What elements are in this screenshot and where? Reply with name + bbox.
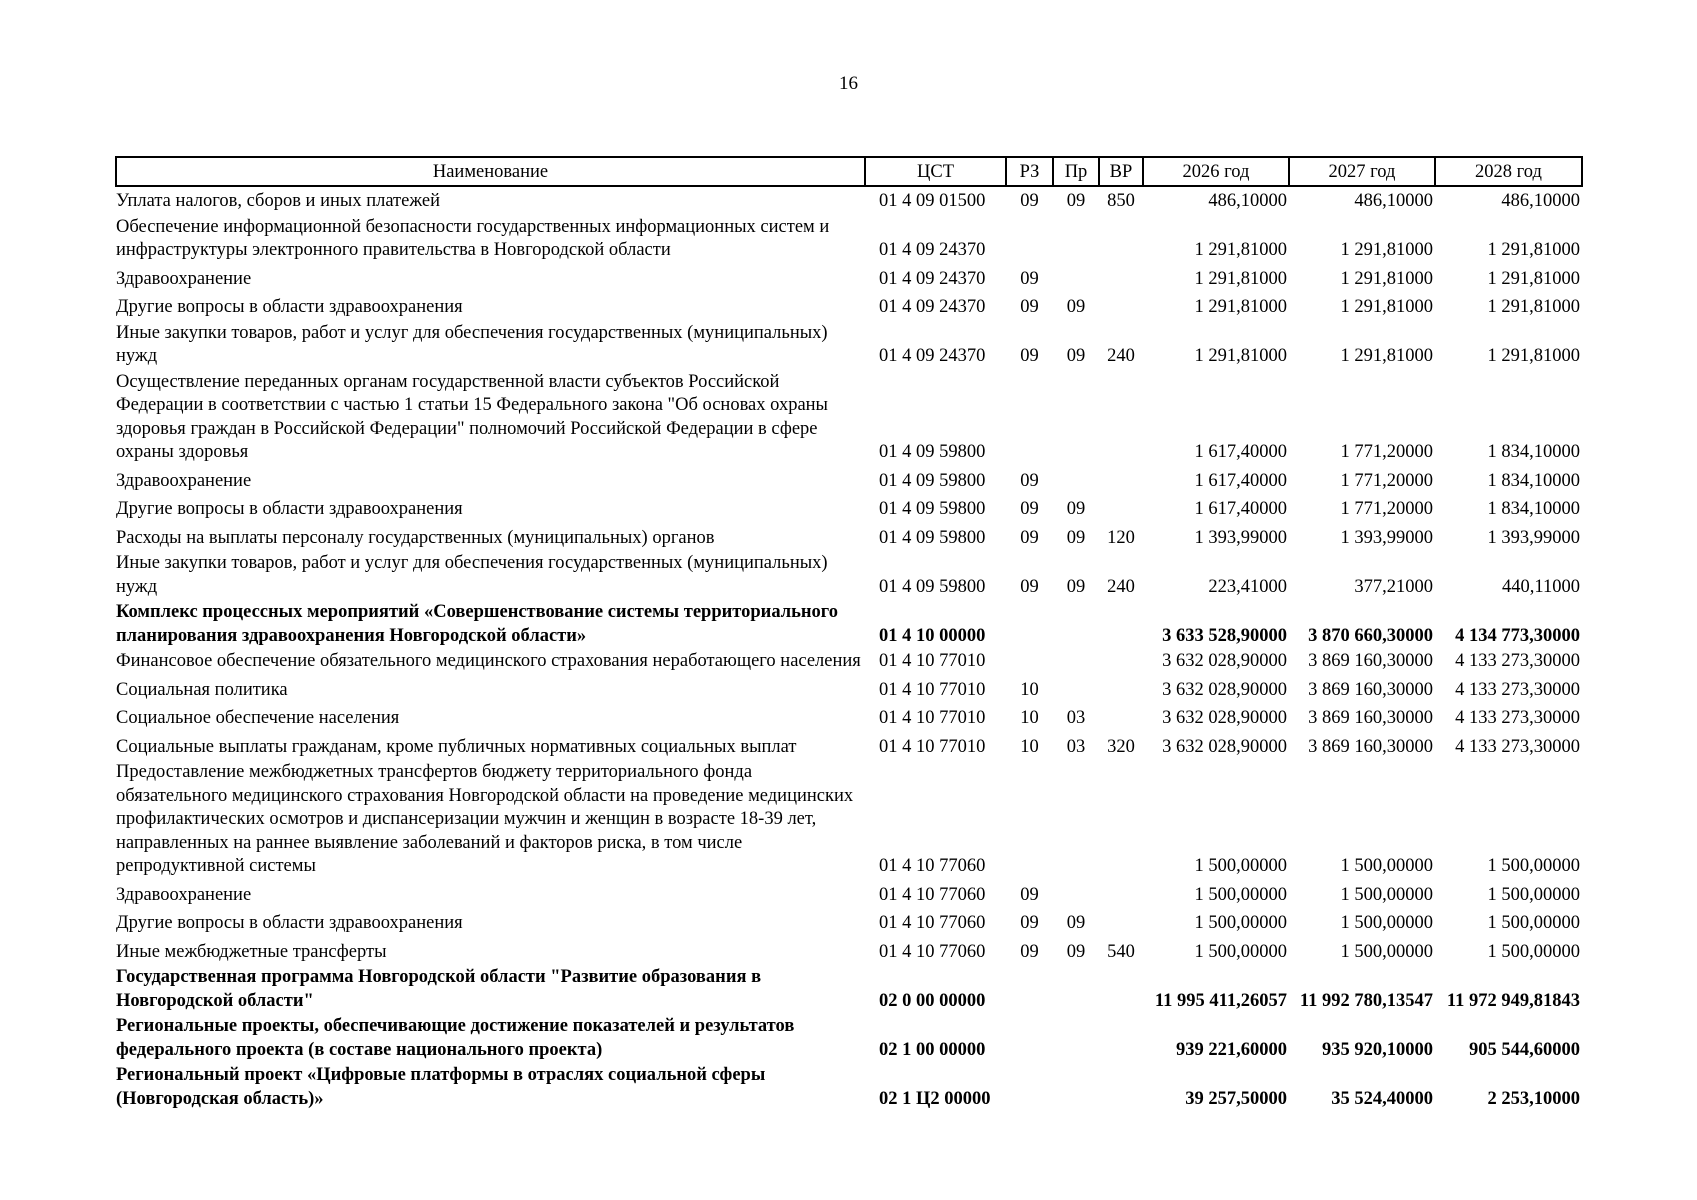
cell-2027: 1 771,20000 — [1340, 442, 1433, 462]
cell-name: Иные межбюджетные трансферты — [116, 941, 387, 962]
cell-pr — [1053, 601, 1099, 650]
cell-vr: 120 — [1107, 527, 1135, 548]
header-name: Наименование — [116, 157, 865, 186]
cell-2028: 1 291,81000 — [1487, 346, 1580, 366]
page-number: 16 — [839, 73, 858, 94]
table-row — [116, 552, 1582, 601]
cell-name: Иные закупки товаров, работ и услуг для обеспечения государственных (муниципальных) нужд — [116, 322, 828, 366]
cell-2027: 1 393,99000 — [1340, 527, 1433, 548]
cell-cst: 01 4 09 59800 — [879, 576, 986, 597]
table-row — [116, 467, 1582, 496]
cell-2027: 3 869 160,30000 — [1308, 708, 1433, 728]
cell-name: Здравоохранение — [116, 884, 252, 905]
cell-2026: 1 500,00000 — [1194, 856, 1287, 876]
table-row — [116, 909, 1582, 938]
cell-cst: 02 1 Ц2 00000 — [879, 1088, 991, 1109]
cell-pr: 09 — [1066, 297, 1086, 317]
cell-pr: 09 — [1066, 527, 1086, 548]
cell-cst: 01 4 10 77060 — [879, 913, 986, 933]
cell-2027: 3 869 160,30000 — [1308, 679, 1433, 700]
cell-2027: 1 500,00000 — [1340, 941, 1433, 962]
cell-vr: 240 — [1107, 346, 1135, 366]
cell-2027: 486,10000 — [1354, 191, 1433, 211]
cell-name: Другие вопросы в области здравоохранения — [116, 297, 463, 317]
cell-2027: 1 771,20000 — [1340, 499, 1433, 519]
table-row — [116, 186, 1582, 216]
table-row — [116, 733, 1582, 762]
cell-2027: 1 291,81000 — [1340, 346, 1433, 366]
cell-rz: 09 — [1020, 346, 1039, 366]
cell-cst: 01 4 09 59800 — [879, 442, 986, 462]
cell-cst: 01 4 09 24370 — [879, 240, 986, 260]
cell-vr — [1099, 265, 1143, 294]
cell-rz: 09 — [1020, 913, 1039, 933]
cell-vr — [1099, 216, 1143, 265]
cell-cst: 01 4 09 24370 — [879, 346, 986, 366]
cell-pr — [1053, 371, 1099, 467]
cell-2028: 905 544,60000 — [1469, 1039, 1580, 1060]
cell-rz — [1006, 1064, 1053, 1113]
cell-2027: 1 291,81000 — [1340, 268, 1433, 289]
cell-cst: 01 4 09 01500 — [879, 191, 986, 211]
cell-name: Уплата налогов, сборов и иных платежей — [116, 191, 441, 211]
cell-2026: 1 500,00000 — [1194, 884, 1287, 905]
cell-vr: 320 — [1107, 736, 1135, 757]
cell-vr — [1099, 495, 1143, 524]
cell-2027: 35 524,40000 — [1331, 1088, 1433, 1109]
cell-2026: 1 617,40000 — [1194, 470, 1287, 491]
cell-2026: 1 500,00000 — [1194, 941, 1287, 962]
cell-pr — [1053, 467, 1099, 496]
cell-vr — [1099, 881, 1143, 910]
cell-rz: 09 — [1020, 268, 1039, 289]
table-header-row — [116, 157, 1582, 186]
cell-name: Комплекс процессных мероприятий «Совершенствование системы территориального планирования здравоохранения Новгородской области» — [116, 602, 838, 646]
cell-pr — [1053, 966, 1099, 1015]
cell-2028: 4 133 273,30000 — [1455, 708, 1580, 728]
cell-2027: 1 500,00000 — [1340, 856, 1433, 876]
cell-2026: 1 617,40000 — [1194, 442, 1287, 462]
cell-rz — [1006, 216, 1053, 265]
cell-2026: 1 291,81000 — [1194, 240, 1287, 260]
cell-vr — [1099, 909, 1143, 938]
cell-pr: 09 — [1066, 941, 1086, 962]
cell-2028: 1 834,10000 — [1487, 470, 1580, 491]
table-row — [116, 650, 1582, 676]
cell-rz: 10 — [1020, 679, 1039, 700]
cell-2026: 3 632 028,90000 — [1162, 708, 1287, 728]
table-row — [116, 704, 1582, 733]
cell-pr — [1053, 216, 1099, 265]
table-row — [116, 371, 1582, 467]
cell-vr — [1099, 371, 1143, 467]
cell-rz: 09 — [1020, 941, 1039, 962]
cell-2026: 1 617,40000 — [1194, 499, 1287, 519]
cell-2028: 1 291,81000 — [1487, 240, 1580, 260]
cell-2028: 1 500,00000 — [1487, 941, 1580, 962]
cell-pr: 03 — [1066, 736, 1086, 757]
cell-vr — [1099, 601, 1143, 650]
cell-name: Социальные выплаты гражданам, кроме публичных нормативных социальных выплат — [116, 736, 797, 757]
cell-2028: 1 834,10000 — [1487, 442, 1580, 462]
cell-2026: 1 291,81000 — [1194, 268, 1287, 289]
cell-rz — [1006, 371, 1053, 467]
cell-pr — [1053, 1015, 1099, 1064]
cell-rz: 09 — [1020, 884, 1039, 905]
cell-rz: 09 — [1020, 297, 1039, 317]
cell-rz — [1006, 966, 1053, 1015]
cell-vr — [1099, 1015, 1143, 1064]
cell-name: Государственная программа Новгородской области "Развитие образования в Новгородской области" — [116, 967, 762, 1011]
cell-2027: 1 291,81000 — [1340, 240, 1433, 260]
cell-pr: 03 — [1066, 708, 1086, 728]
cell-name: Иные закупки товаров, работ и услуг для обеспечения государственных (муниципальных) нужд — [116, 553, 828, 597]
cell-name: Здравоохранение — [116, 268, 252, 289]
cell-rz: 09 — [1020, 470, 1039, 491]
cell-2027: 377,21000 — [1354, 576, 1433, 597]
cell-2026: 1 291,81000 — [1194, 346, 1287, 366]
table-row — [116, 966, 1582, 1015]
cell-vr — [1099, 761, 1143, 881]
cell-pr — [1053, 761, 1099, 881]
header-2028: 2028 год — [1435, 157, 1582, 186]
cell-name: Здравоохранение — [116, 470, 252, 491]
cell-2027: 1 500,00000 — [1340, 884, 1433, 905]
cell-2028: 4 133 273,30000 — [1455, 736, 1580, 757]
cell-rz: 09 — [1020, 576, 1039, 597]
cell-2028: 1 834,10000 — [1487, 499, 1580, 519]
table-row — [116, 293, 1582, 322]
cell-2028: 2 253,10000 — [1487, 1088, 1580, 1109]
cell-name: Осуществление переданных органам государственной власти субъектов Российской Федерации в соответствии с частью 1 статьи 15 Федерального закона "Об основах охраны здоровья граждан в Российской Федерации" полномочий Российской Федерации в сфере охраны здоровья — [116, 371, 828, 462]
cell-cst: 01 4 09 59800 — [879, 470, 986, 491]
cell-2027: 11 992 780,13547 — [1299, 990, 1433, 1011]
cell-2026: 3 633 528,90000 — [1162, 625, 1287, 646]
cell-vr: 240 — [1107, 576, 1135, 597]
cell-pr — [1053, 1064, 1099, 1113]
cell-pr — [1053, 265, 1099, 294]
cell-rz — [1006, 761, 1053, 881]
cell-name: Расходы на выплаты персоналу государственных (муниципальных) органов — [116, 527, 715, 548]
header-2026: 2026 год — [1143, 157, 1289, 186]
table-row — [116, 265, 1582, 294]
cell-name: Региональный проект «Цифровые платформы в отраслях социальной сферы (Новгородская область)» — [116, 1065, 766, 1109]
cell-pr: 09 — [1066, 499, 1086, 519]
cell-rz — [1006, 1015, 1053, 1064]
cell-2028: 1 500,00000 — [1487, 913, 1580, 933]
cell-2027: 1 500,00000 — [1340, 913, 1433, 933]
table-row — [116, 524, 1582, 553]
cell-pr — [1053, 676, 1099, 705]
cell-2027: 935 920,10000 — [1322, 1039, 1433, 1060]
cell-cst: 01 4 09 24370 — [879, 268, 986, 289]
cell-vr: 540 — [1107, 941, 1135, 962]
cell-vr — [1099, 966, 1143, 1015]
table-row — [116, 761, 1582, 881]
cell-2026: 3 632 028,90000 — [1162, 679, 1287, 700]
cell-vr — [1099, 676, 1143, 705]
cell-rz: 10 — [1020, 708, 1039, 728]
table-row — [116, 1064, 1582, 1113]
cell-name: Финансовое обеспечение обязательного медицинского страхования неработающего населения — [116, 651, 861, 671]
header-cst: ЦСТ — [865, 157, 1006, 186]
table-row — [116, 881, 1582, 910]
cell-cst: 01 4 10 77060 — [879, 941, 986, 962]
cell-cst: 02 0 00 00000 — [879, 990, 986, 1011]
table-row — [116, 601, 1582, 650]
cell-2028: 4 134 773,30000 — [1455, 625, 1580, 646]
cell-name: Обеспечение информационной безопасности государственных информационных систем и инфраструктуры электронного правительства в Новгородской области — [116, 216, 830, 260]
cell-2028: 1 291,81000 — [1487, 268, 1580, 289]
cell-2028: 1 500,00000 — [1487, 884, 1580, 905]
cell-2027: 1 771,20000 — [1340, 470, 1433, 491]
cell-2028: 11 972 949,81843 — [1446, 990, 1580, 1011]
cell-cst: 01 4 09 24370 — [879, 297, 986, 317]
cell-2028: 486,10000 — [1501, 191, 1580, 211]
cell-2027: 3 869 160,30000 — [1308, 736, 1433, 757]
table-row — [116, 1015, 1582, 1064]
header-pr: Пр — [1053, 157, 1099, 186]
cell-name: Социальная политика — [116, 679, 288, 700]
cell-rz: 09 — [1020, 499, 1039, 519]
cell-pr: 09 — [1066, 913, 1086, 933]
cell-rz: 09 — [1020, 527, 1039, 548]
cell-vr — [1099, 467, 1143, 496]
cell-vr — [1099, 704, 1143, 733]
cell-2026: 39 257,50000 — [1185, 1088, 1287, 1109]
cell-2026: 1 393,99000 — [1194, 527, 1287, 548]
cell-cst: 01 4 10 77010 — [879, 651, 986, 671]
table-row — [116, 676, 1582, 705]
cell-cst: 01 4 10 77060 — [879, 856, 986, 876]
cell-name: Предоставление межбюджетных трансфертов бюджету территориального фонда обязательного медицинского страхования Новгородской области на проведение медицинских профилактических осмотров и диспансеризации мужчин и женщин в возрасте 18-39 лет, направленных на раннее выявление заболеваний и факторов риска, в том числе репродуктивной системы — [116, 762, 854, 876]
header-rz: РЗ — [1006, 157, 1053, 186]
header-vr: ВР — [1099, 157, 1143, 186]
cell-pr — [1053, 650, 1099, 676]
cell-cst: 01 4 10 77060 — [879, 884, 986, 905]
cell-name: Региональные проекты, обеспечивающие достижение показателей и результатов федерального проекта (в составе национального проекта) — [116, 1016, 795, 1060]
cell-vr — [1099, 1064, 1143, 1113]
cell-cst: 01 4 10 77010 — [879, 708, 986, 728]
cell-name: Другие вопросы в области здравоохранения — [116, 499, 463, 519]
cell-pr: 09 — [1066, 191, 1086, 211]
cell-rz — [1006, 601, 1053, 650]
cell-2026: 3 632 028,90000 — [1162, 736, 1287, 757]
cell-name: Другие вопросы в области здравоохранения — [116, 913, 463, 933]
cell-2026: 11 995 411,26057 — [1154, 990, 1287, 1011]
table-row — [116, 938, 1582, 967]
cell-pr — [1053, 881, 1099, 910]
cell-rz: 10 — [1020, 736, 1039, 757]
cell-2028: 440,11000 — [1502, 576, 1580, 597]
cell-2028: 4 133 273,30000 — [1455, 679, 1580, 700]
cell-cst: 01 4 09 59800 — [879, 527, 986, 548]
cell-name: Социальное обеспечение населения — [116, 708, 400, 728]
cell-vr — [1099, 293, 1143, 322]
cell-pr: 09 — [1066, 346, 1086, 366]
header-2027: 2027 год — [1289, 157, 1435, 186]
table-row — [116, 322, 1582, 371]
cell-2028: 1 500,00000 — [1487, 856, 1580, 876]
table-row — [116, 216, 1582, 265]
cell-rz — [1006, 650, 1053, 676]
cell-vr — [1099, 650, 1143, 676]
cell-2026: 1 291,81000 — [1194, 297, 1287, 317]
cell-2026: 223,41000 — [1208, 576, 1287, 597]
cell-cst: 01 4 10 77010 — [879, 679, 986, 700]
cell-2028: 1 291,81000 — [1487, 297, 1580, 317]
cell-cst: 01 4 10 77010 — [879, 736, 986, 757]
budget-table — [115, 156, 1583, 1113]
cell-2026: 3 632 028,90000 — [1162, 651, 1287, 671]
cell-2026: 1 500,00000 — [1194, 913, 1287, 933]
table-body — [116, 186, 1582, 1113]
cell-2026: 939 221,60000 — [1176, 1039, 1287, 1060]
cell-vr: 850 — [1107, 191, 1135, 211]
cell-rz: 09 — [1020, 191, 1039, 211]
cell-2028: 4 133 273,30000 — [1455, 651, 1580, 671]
cell-2028: 1 393,99000 — [1487, 527, 1580, 548]
cell-2027: 3 870 660,30000 — [1308, 625, 1433, 646]
cell-cst: 02 1 00 00000 — [879, 1039, 986, 1060]
cell-cst: 01 4 10 00000 — [879, 625, 986, 646]
cell-pr: 09 — [1066, 576, 1086, 597]
cell-2027: 3 869 160,30000 — [1308, 651, 1433, 671]
cell-2027: 1 291,81000 — [1340, 297, 1433, 317]
cell-2026: 486,10000 — [1208, 191, 1287, 211]
table-row — [116, 495, 1582, 524]
cell-cst: 01 4 09 59800 — [879, 499, 986, 519]
